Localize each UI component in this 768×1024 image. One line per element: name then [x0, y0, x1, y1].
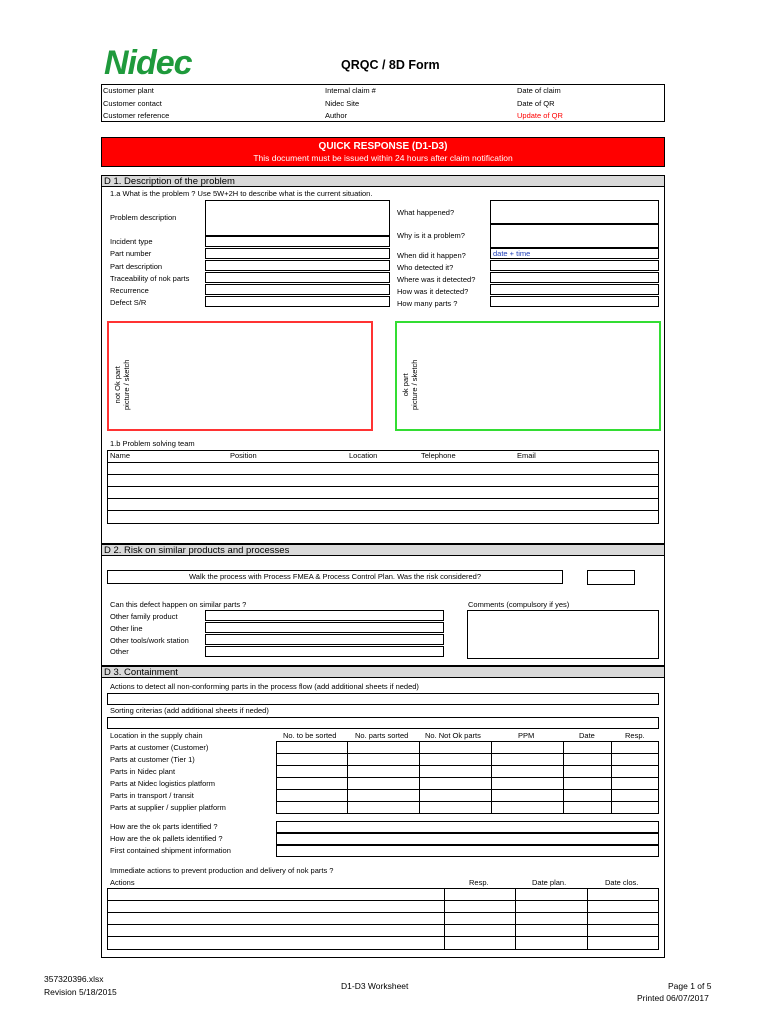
risk-considered-field[interactable] — [587, 570, 635, 585]
action-header-resp: Resp. — [469, 878, 489, 887]
team-header-location: Location — [349, 451, 378, 460]
actions-grid[interactable] — [107, 888, 659, 950]
team-header-telephone: Telephone — [421, 451, 456, 460]
d1-title: D 1. Description of the problem — [101, 175, 665, 187]
why-problem-field[interactable] — [490, 224, 659, 248]
supply-row-line — [276, 801, 659, 802]
other-field[interactable] — [205, 646, 444, 657]
supply-row-label: Parts at supplier / supplier platform — [110, 803, 226, 812]
how-many-label: How many parts ? — [397, 299, 458, 308]
header-col2 — [325, 86, 376, 124]
supply-header-not-ok: No. Not Ok parts — [425, 731, 481, 740]
actions-col-line — [515, 888, 516, 950]
team-row-line — [107, 510, 659, 511]
date-of-qr-label: Date of QR — [517, 98, 555, 108]
sorting-criteria-label: Sorting criterias (add additional sheets if neded) — [110, 706, 269, 715]
header-info-box — [101, 84, 665, 122]
customer-contact-label: Customer contact — [103, 98, 162, 108]
action-header-date-plan: Date plan. — [532, 878, 567, 887]
header-col3 — [517, 86, 563, 124]
incident-type-label: Incident type — [110, 237, 153, 246]
supply-row-line — [276, 765, 659, 766]
part-description-label: Part description — [110, 262, 163, 271]
date-of-claim-label: Date of claim — [517, 86, 561, 95]
form-title: QRQC / 8D Form — [341, 58, 440, 72]
sorting-criteria-field[interactable] — [107, 717, 659, 729]
other-line-label: Other line — [110, 624, 143, 633]
problem-description-label: Problem description — [110, 213, 177, 222]
d3-title: D 3. Containment — [101, 666, 665, 678]
ok-pallets-identified-field[interactable] — [276, 833, 659, 845]
how-many-field[interactable] — [490, 296, 659, 307]
supply-row-line — [276, 753, 659, 754]
supply-header-sorted: No. parts sorted — [355, 731, 409, 740]
walk-process-text: Walk the process with Process FMEA & Process Control Plan. Was the risk considered? — [188, 572, 482, 581]
who-label: Who detected it? — [397, 263, 454, 272]
footer-page: Page 1 of 5 — [668, 981, 712, 991]
walk-process-box — [107, 570, 563, 584]
defect-sr-label: Defect S/R — [110, 298, 147, 307]
nok-part-picture-box[interactable] — [107, 321, 373, 431]
d1-sub-b: 1.b Problem solving team — [110, 439, 195, 448]
supply-header-ppm: PPM — [518, 731, 535, 740]
nok-part-caption — [113, 360, 131, 410]
other-tools-label: Other tools/work station — [110, 636, 189, 645]
actions-detect-field[interactable] — [107, 693, 659, 705]
actions-row-line — [107, 900, 659, 901]
recurrence-field[interactable] — [205, 284, 390, 295]
other-line-field[interactable] — [205, 622, 444, 633]
part-description-field[interactable] — [205, 260, 390, 271]
nok-part-caption-line2: picture / sketch — [122, 359, 131, 410]
nidec-site-label: Nidec Site — [325, 98, 360, 108]
footer-printed: Printed 06/07/2017 — [637, 993, 709, 1003]
immediate-actions-label: Immediate actions to prevent production and delivery of nok parts ? — [110, 866, 334, 875]
first-shipment-label: First contained shipment information — [110, 846, 231, 855]
footer-sheet: D1-D3 Worksheet — [341, 981, 409, 991]
first-shipment-field[interactable] — [276, 845, 659, 857]
what-happened-field[interactable] — [490, 200, 659, 224]
traceability-field[interactable] — [205, 272, 390, 283]
actions-detect-label: Actions to detect all non-conforming parts in the process flow (add additional sheets if neded) — [110, 682, 419, 691]
team-row-line — [107, 474, 659, 475]
customer-plant-label: Customer plant — [103, 86, 154, 95]
ok-part-picture-box[interactable] — [395, 321, 661, 431]
author-label: Author — [325, 111, 348, 120]
other-label: Other — [110, 647, 129, 656]
actions-col-line — [444, 888, 445, 950]
where-label: Where was it detected? — [397, 275, 476, 284]
what-happened-label: What happened? — [397, 208, 455, 217]
team-row-line — [107, 498, 659, 499]
nok-part-caption-line1: not Ok part — [113, 366, 122, 404]
supply-row-label: Parts in transport / transit — [110, 791, 194, 800]
who-field[interactable] — [490, 260, 659, 271]
why-problem-label: Why is it a problem? — [397, 231, 465, 240]
problem-description-field[interactable] — [205, 200, 390, 236]
actions-col-line — [587, 888, 588, 950]
comments-field[interactable] — [467, 610, 659, 659]
ok-part-caption-line2: picture / sketch — [410, 359, 419, 410]
actions-row-line — [107, 936, 659, 937]
when-label: When did it happen? — [397, 251, 466, 260]
other-family-label: Other family product — [110, 612, 178, 621]
supply-row-label: Parts at Nidec logistics platform — [110, 779, 216, 788]
footer-revision: Revision 5/18/2015 — [44, 987, 117, 997]
supply-header-resp: Resp. — [625, 731, 645, 740]
similar-parts-question: Can this defect happen on similar parts ? — [110, 600, 247, 609]
defect-sr-field[interactable] — [205, 296, 390, 307]
header-col1 — [103, 86, 169, 124]
nidec-logo-text: Nidec — [104, 44, 192, 82]
actions-row-line — [107, 912, 659, 913]
ok-pallets-identified-label: How are the ok pallets identified ? — [110, 834, 223, 843]
actions-row-line — [107, 924, 659, 925]
comments-label: Comments (compulsory if yes) — [468, 600, 570, 609]
other-family-field[interactable] — [205, 610, 444, 621]
supply-row-line — [276, 789, 659, 790]
banner-title: QUICK RESPONSE (D1-D3) — [318, 141, 448, 152]
supply-header-date: Date — [579, 731, 595, 740]
ok-part-caption — [401, 360, 419, 410]
when-value: date + time — [493, 249, 531, 258]
supply-row-label: Parts in Nidec plant — [110, 767, 176, 776]
team-header-position: Position — [230, 451, 257, 460]
other-tools-field[interactable] — [205, 634, 444, 645]
supply-row-label: Parts at customer (Tier 1) — [110, 755, 195, 764]
team-row-line — [107, 486, 659, 487]
quick-response-banner — [101, 137, 665, 167]
team-header-name: Name — [110, 451, 131, 460]
banner-subtitle: This document must be issued within 24 hours after claim notification — [253, 153, 513, 163]
update-of-qr-label: Update of QR — [517, 111, 563, 120]
ok-parts-identified-field[interactable] — [276, 821, 659, 833]
internal-claim-label: Internal claim # — [325, 86, 376, 95]
d2-title: D 2. Risk on similar products and processes — [101, 544, 665, 556]
how-label: How was it detected? — [397, 287, 469, 296]
supply-row-label: Parts at customer (Customer) — [110, 743, 209, 752]
action-header-actions: Actions — [110, 878, 135, 887]
supply-header-to-sort: No. to be sorted — [283, 731, 337, 740]
supply-row-line — [276, 777, 659, 778]
team-row-line — [107, 462, 659, 463]
part-number-label: Part number — [110, 249, 152, 258]
where-field[interactable] — [490, 272, 659, 283]
incident-type-field[interactable] — [205, 236, 390, 247]
action-header-date-clos: Date clos. — [605, 878, 639, 887]
d1-sub-a: 1.a What is the problem ? Use 5W+2H to describe what is the current situation. — [110, 189, 373, 198]
nidec-logo — [104, 46, 226, 80]
footer-file: 357320396.xlsx — [44, 974, 104, 984]
customer-reference-label: Customer reference — [103, 111, 170, 120]
ok-part-caption-line1: ok part — [401, 373, 410, 397]
team-header-email: Email — [517, 451, 536, 460]
how-field[interactable] — [490, 284, 659, 295]
ok-parts-identified-label: How are the ok parts identified ? — [110, 822, 218, 831]
recurrence-label: Recurrence — [110, 286, 149, 295]
part-number-field[interactable] — [205, 248, 390, 259]
supply-header-location: Location in the supply chain — [110, 731, 203, 740]
traceability-label: Traceability of nok parts — [110, 274, 190, 283]
